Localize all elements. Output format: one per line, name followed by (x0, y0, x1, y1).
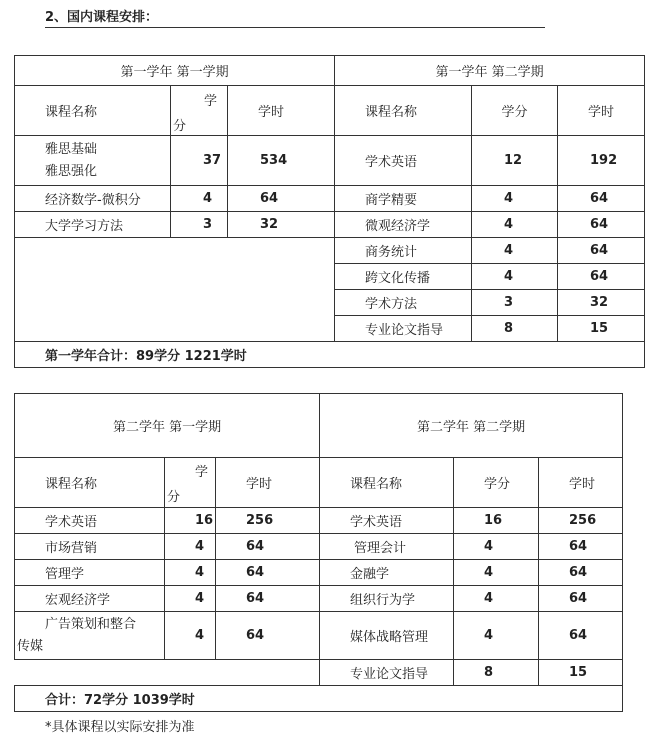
course-credit: 4 (472, 264, 558, 290)
course-name: 学术英语 (335, 136, 472, 186)
course-credit: 4 (454, 586, 539, 612)
course-hours: 64 (539, 612, 623, 660)
course-hours: 15 (558, 316, 645, 342)
course-name (15, 136, 171, 186)
course-name: 跨文化传播 (335, 264, 472, 290)
column-header-credit (165, 458, 216, 508)
column-header-name: 课程名称 (320, 458, 454, 508)
year-total: 合计：72学分 1039学时 (15, 686, 623, 712)
section-heading: 2、国内课程安排： (45, 9, 545, 28)
course-name: 商务统计 (335, 238, 472, 264)
course-name: 媒体战略管理 (320, 612, 454, 660)
course-hours: 64 (539, 560, 623, 586)
course-credit: 4 (454, 534, 539, 560)
course-name-line: 传媒 (17, 638, 44, 654)
course-name-line: 广告策划和整合 (45, 616, 137, 632)
course-name: 经济数学-微积分 (15, 186, 171, 212)
course-name: 组织行为学 (320, 586, 454, 612)
course-credit: 4 (171, 186, 228, 212)
column-header-hours: 学时 (228, 86, 335, 136)
course-hours: 64 (228, 186, 335, 212)
column-header-credit: 学分 (472, 86, 558, 136)
course-credit: 16 (454, 508, 539, 534)
column-header-credit (171, 86, 228, 136)
course-hours: 64 (216, 612, 320, 660)
year1-course-table (14, 55, 645, 368)
course-hours: 256 (539, 508, 623, 534)
course-hours: 64 (558, 186, 645, 212)
year2-course-table (14, 393, 623, 712)
course-credit: 3 (472, 290, 558, 316)
column-header-hours: 学时 (558, 86, 645, 136)
course-name: 市场营销 (15, 534, 165, 560)
column-header-name: 课程名称 (15, 86, 171, 136)
course-credit: 4 (472, 186, 558, 212)
column-header-hours: 学时 (539, 458, 623, 508)
column-header-name: 课程名称 (15, 458, 165, 508)
course-credit: 4 (165, 560, 216, 586)
credit-header-bottom: 分 (167, 490, 181, 505)
course-hours: 64 (539, 534, 623, 560)
course-name-line: 雅思强化 (45, 163, 98, 179)
course-name: 微观经济学 (335, 212, 472, 238)
course-credit: 16 (165, 508, 216, 534)
course-hours: 64 (539, 586, 623, 612)
course-name: 学术英语 (15, 508, 165, 534)
year-total: 第一学年合计：89学分 1221学时 (15, 342, 645, 368)
column-header-name: 课程名称 (335, 86, 472, 136)
course-name: 专业论文指导 (320, 660, 454, 686)
course-name (15, 612, 165, 660)
course-hours: 64 (558, 238, 645, 264)
course-credit: 4 (454, 612, 539, 660)
course-hours: 64 (216, 534, 320, 560)
credit-header-top: 学 (195, 465, 209, 480)
course-name: 商学精要 (335, 186, 472, 212)
course-name: 管理学 (15, 560, 165, 586)
course-hours: 32 (228, 212, 335, 238)
course-credit: 4 (454, 560, 539, 586)
course-hours: 192 (558, 136, 645, 186)
course-credit: 3 (171, 212, 228, 238)
course-credit: 12 (472, 136, 558, 186)
course-name-line: 雅思基础 (45, 141, 98, 157)
course-credit: 37 (171, 136, 228, 186)
course-credit: 4 (165, 612, 216, 660)
course-hours: 534 (228, 136, 335, 186)
course-credit: 8 (454, 660, 539, 686)
course-hours: 64 (216, 560, 320, 586)
semester-title: 第二学年 第二学期 (320, 394, 623, 458)
course-credit: 8 (472, 316, 558, 342)
course-hours: 15 (539, 660, 623, 686)
course-name: 宏观经济学 (15, 586, 165, 612)
course-hours: 64 (216, 586, 320, 612)
course-hours: 64 (558, 264, 645, 290)
course-credit: 4 (472, 212, 558, 238)
course-name: 大学学习方法 (15, 212, 171, 238)
semester-title: 第二学年 第一学期 (15, 394, 320, 458)
semester-title: 第一学年 第一学期 (15, 56, 335, 86)
course-hours: 256 (216, 508, 320, 534)
empty-cell (15, 660, 320, 686)
course-name: 学术英语 (320, 508, 454, 534)
course-hours: 32 (558, 290, 645, 316)
course-credit: 4 (165, 586, 216, 612)
empty-cell (15, 238, 335, 342)
course-name: 管理会计 (320, 534, 454, 560)
credit-header-bottom: 分 (173, 119, 187, 134)
footnote: *具体课程以实际安排为准 (45, 720, 195, 735)
semester-title: 第一学年 第二学期 (335, 56, 645, 86)
course-name: 金融学 (320, 560, 454, 586)
course-credit: 4 (472, 238, 558, 264)
credit-header-top: 学 (204, 94, 218, 109)
column-header-hours: 学时 (216, 458, 320, 508)
course-name: 专业论文指导 (335, 316, 472, 342)
course-hours: 64 (558, 212, 645, 238)
course-name: 学术方法 (335, 290, 472, 316)
course-credit: 4 (165, 534, 216, 560)
column-header-credit: 学分 (454, 458, 539, 508)
